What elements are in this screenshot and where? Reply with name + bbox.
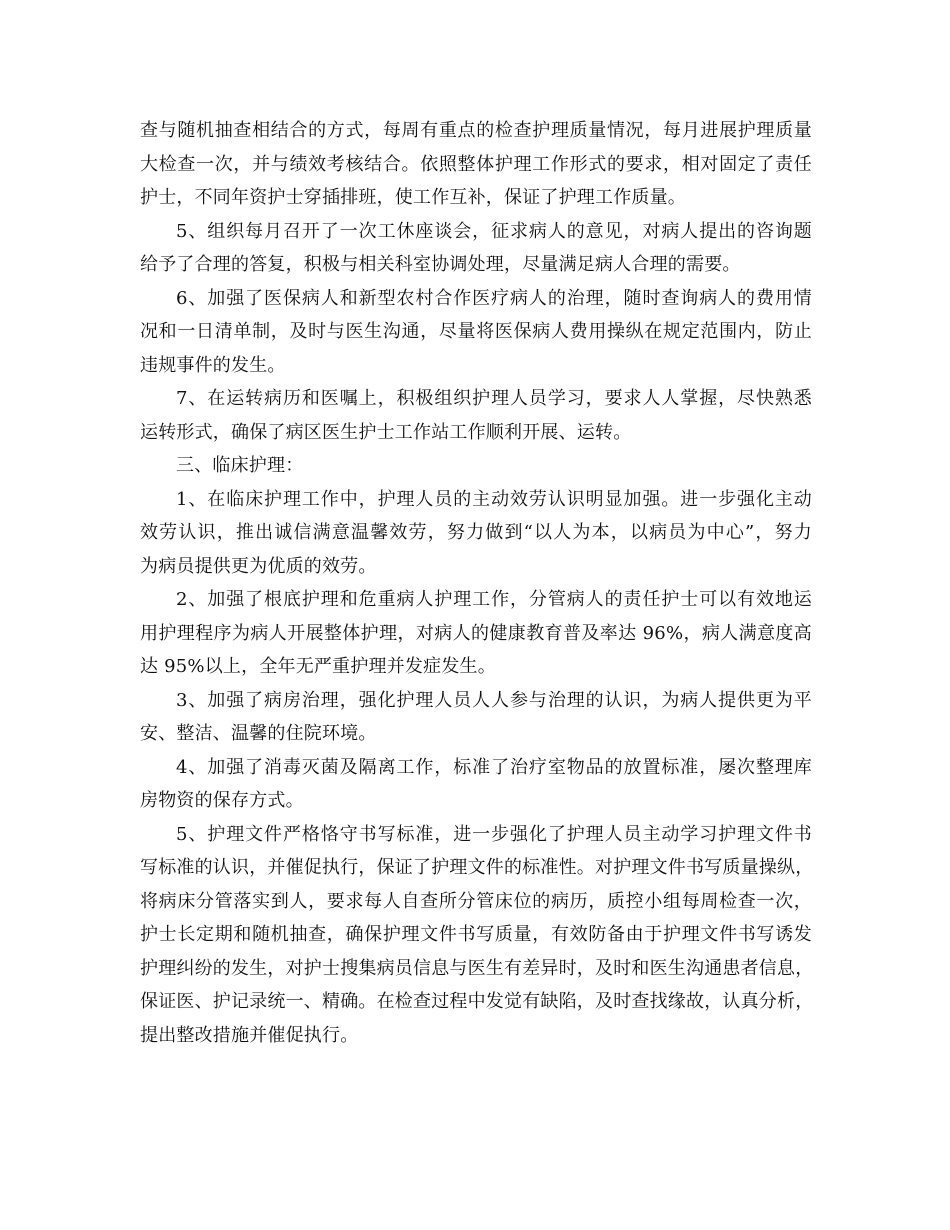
text-line: 大检查一次，并与绩效考核结合。依照整体护理工作形式的要求，相对固定了责任 xyxy=(140,153,812,175)
text-line: 护士，不同年资护士穿插排班，使工作互补，保证了护理工作质量。 xyxy=(140,187,686,208)
text-line: 效劳认识，推出诚信满意温馨效劳，努力做到“以人为本，以病员为中心”，努力 xyxy=(140,522,812,543)
text-line: 三、临床护理： xyxy=(176,455,304,476)
text-line: 给予了合理的答复，积极与相关科室协调处理，尽量满足病人合理的需要。 xyxy=(140,254,741,275)
text-line: 5、组织每月召开了一次工休座谈会，征求病人的意见，对病人提出的咨询题 xyxy=(176,220,812,242)
text-line: 为病员提供更为优质的效劳。 xyxy=(140,555,377,577)
text-line: 2、加强了根底护理和危重病人护理工作，分管病人的责任护士可以有效地运 xyxy=(176,589,812,610)
text-line: 达 95%以上，全年无严重护理并发症发生。 xyxy=(140,656,496,677)
text-line: 3、加强了病房治理，强化护理人员人人参与治理的认识，为病人提供更为平 xyxy=(176,689,812,711)
text-line: 5、护理文件严格恪守书写标准，进一步强化了护理人员主动学习护理文件书 xyxy=(176,823,812,845)
text-line: 保证医、护记录统一、精确。在检查过程中发觉有缺陷，及时查找缘故，认真分析， xyxy=(140,991,814,1012)
text-line: 房物资的保存方式。 xyxy=(140,790,304,811)
document-body xyxy=(140,114,812,1052)
text-line: 护士长定期和随机抽查，确保护理文件书写质量，有效防备由于护理文件书写诱发 xyxy=(140,924,812,945)
text-line: 违规事件的发生。 xyxy=(140,354,286,376)
text-line: 提出整改措施并催促执行。 xyxy=(140,1024,359,1046)
text-line: 6、加强了医保病人和新型农村合作医疗病人的治理，随时查询病人的费用情 xyxy=(176,287,812,309)
text-line: 运转形式，确保了病区医生护士工作站工作顺利开展、运转。 xyxy=(140,421,632,443)
text-line: 1、在临床护理工作中，护理人员的主动效劳认识明显加强。进一步强化主动 xyxy=(176,488,812,510)
text-line: 护理纠纷的发生，对护士搜集病员信息与医生有差异时，及时和医生沟通患者信息， xyxy=(140,957,814,979)
text-line: 写标准的认识，并催促执行，保证了护理文件的标准性。对护理文件书写质量操纵， xyxy=(140,857,814,878)
text-line: 4、加强了消毒灭菌及隔离工作，标准了治疗室物品的放置标准，屡次整理库 xyxy=(176,756,812,778)
text-line: 况和一日清单制，及时与医生沟通，尽量将医保病人费用操纵在规定范围内，防止 xyxy=(140,321,812,342)
text-line: 7、在运转病历和医嘱上，积极组织护理人员学习，要求人人掌握，尽快熟悉 xyxy=(176,388,812,409)
text-line: 用护理程序为病人开展整体护理，对病人的健康教育普及率达 96%，病人满意度高 xyxy=(140,622,812,644)
text-line: 查与随机抽查相结合的方式，每周有重点的检查护理质量情况，每月进展护理质量 xyxy=(140,120,812,141)
text-line: 安、整洁、温馨的住院环境。 xyxy=(140,723,377,744)
text-line: 将病床分管落实到人，要求每人自查所分管床位的病历，质控小组每周检查一次， xyxy=(140,890,812,912)
